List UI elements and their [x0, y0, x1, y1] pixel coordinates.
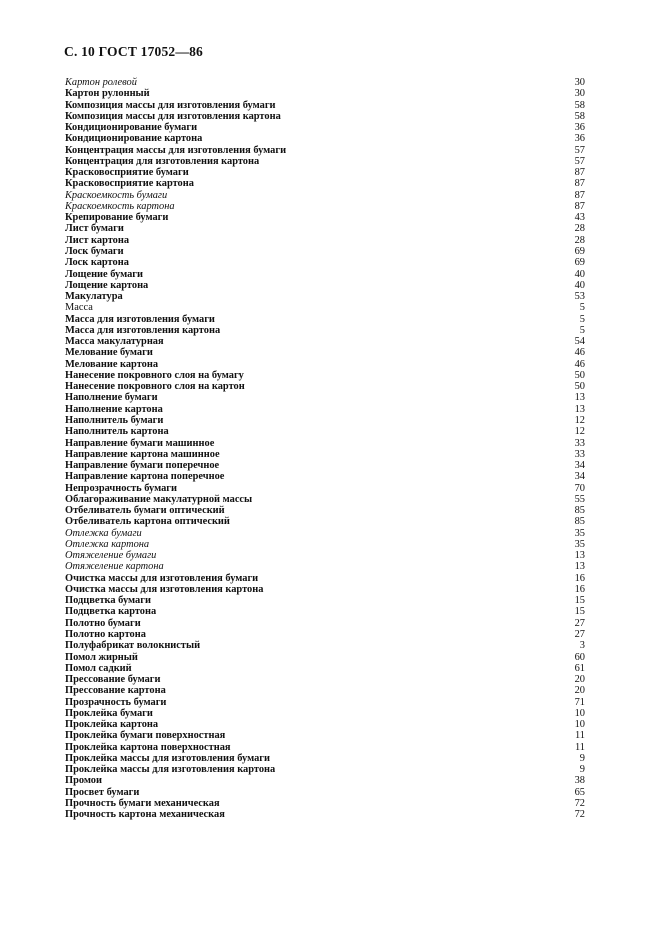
index-page-number: 13 — [574, 392, 585, 404]
index-term: Проклейка массы для изготовления бумаги — [65, 752, 270, 764]
index-term: Очистка массы для изготовления бумаги — [65, 572, 259, 584]
index-entry — [65, 550, 585, 561]
index-page-number: 28 — [574, 234, 585, 246]
index-term: Лощение бумаги — [65, 268, 144, 280]
index-entry — [65, 133, 585, 144]
index-page-number: 72 — [574, 798, 585, 809]
index-entry — [65, 640, 585, 651]
index-term: Помол жирный — [65, 651, 138, 663]
index-entry — [65, 145, 585, 156]
index-entry — [65, 438, 585, 449]
index-page-number: 69 — [574, 257, 585, 269]
index-term: Отлежка картона — [65, 538, 150, 550]
index-page-number: 61 — [574, 662, 585, 674]
index-term: Картон ролевой — [65, 77, 137, 88]
index-page-number: 50 — [574, 381, 585, 393]
index-page-number: 20 — [574, 674, 585, 686]
index-term: Промои — [65, 775, 102, 787]
index-entry — [65, 359, 585, 370]
index-entry — [65, 269, 585, 280]
index-entry — [65, 167, 585, 178]
index-entry — [65, 697, 585, 708]
index-term: Проклейка массы для изготовления картона — [65, 764, 276, 776]
index-page-number: 11 — [574, 730, 585, 742]
index-page-number: 3 — [579, 640, 585, 652]
index-page-number: 30 — [574, 88, 585, 100]
index-term: Прессование бумаги — [65, 674, 161, 686]
index-page-number: 16 — [574, 572, 585, 584]
index-term: Наполнение бумаги — [65, 392, 158, 404]
index-term: Полотно картона — [65, 629, 146, 641]
index-entry — [65, 100, 585, 111]
index-entry — [65, 561, 585, 572]
index-entry — [65, 415, 585, 426]
index-term: Прозрачность бумаги — [65, 696, 167, 708]
index-page-number: 12 — [574, 426, 585, 438]
index-page-number: 53 — [574, 291, 585, 303]
index-entry — [65, 190, 585, 201]
index-page-number: 58 — [574, 99, 585, 111]
index-entry — [65, 201, 585, 212]
index-term: Проклейка бумаги — [65, 707, 153, 719]
index-entry — [65, 652, 585, 663]
index-entry — [65, 325, 585, 336]
index-entry — [65, 494, 585, 505]
index-term: Мелование бумаги — [65, 347, 153, 359]
index-term: Нанесение покровного слоя на бумагу — [65, 369, 244, 381]
index-page-number: 54 — [574, 336, 585, 348]
index-page-number: 5 — [579, 302, 585, 314]
index-term: Красковосприятие картона — [65, 178, 194, 190]
index-entry — [65, 584, 585, 595]
index-term: Отяжеление картона — [65, 561, 164, 573]
index-page-number: 71 — [574, 696, 585, 708]
index-page-number: 43 — [574, 212, 585, 224]
index-page-number: 9 — [579, 764, 585, 776]
index-entry — [65, 708, 585, 719]
index-entry — [65, 798, 585, 809]
index-term: Лоск бумаги — [65, 245, 124, 257]
index-page-number: 85 — [574, 505, 585, 517]
index-page-number: 35 — [574, 527, 585, 539]
index-page-number: 87 — [574, 178, 585, 190]
index-entry — [65, 381, 585, 392]
index-entry — [65, 483, 585, 494]
index-page-number: 69 — [574, 245, 585, 257]
index-term: Прессование картона — [65, 685, 166, 697]
index-page-number: 9 — [579, 752, 585, 764]
index-term: Лист картона — [65, 234, 130, 246]
index-entry — [65, 336, 585, 347]
index-page-number: 15 — [574, 606, 585, 618]
index-page-number: 70 — [574, 482, 585, 494]
index-term: Отбеливатель бумаги оптический — [65, 505, 225, 517]
index-page-number: 13 — [574, 403, 585, 415]
index-term: Проклейка бумаги поверхностная — [65, 730, 226, 742]
index-entry — [65, 809, 585, 820]
index-term: Картон рулонный — [65, 88, 150, 100]
index-page-number: 72 — [574, 809, 585, 821]
index-term: Масса макулатурная — [65, 336, 164, 348]
index-entry — [65, 539, 585, 550]
index-entry — [65, 392, 585, 403]
index-page-number: 13 — [574, 561, 585, 573]
index-term: Помол садкий — [65, 662, 132, 674]
index-entry — [65, 618, 585, 629]
index-page-number: 87 — [574, 200, 585, 212]
index-page-number: 34 — [574, 460, 585, 472]
index-term: Отлежка бумаги — [65, 527, 142, 539]
index-entry — [65, 505, 585, 516]
index-entry — [65, 753, 585, 764]
index-page-number: 40 — [574, 268, 585, 280]
index-entry — [65, 280, 585, 291]
index-term: Облагораживание макулатурной массы — [65, 493, 253, 505]
index-page-number: 33 — [574, 448, 585, 460]
index-entry — [65, 426, 585, 437]
index-term: Прочность бумаги механическая — [65, 798, 220, 809]
index-term: Проклейка картона поверхностная — [65, 741, 231, 753]
index-entry — [65, 742, 585, 753]
index-entry — [65, 235, 585, 246]
index-term: Полуфабрикат волокнистый — [65, 640, 201, 652]
index-page-number: 12 — [574, 414, 585, 426]
index-entry — [65, 787, 585, 798]
index-term: Проклейка картона — [65, 719, 159, 731]
index-page-number: 28 — [574, 223, 585, 235]
index-term: Крепирование бумаги — [65, 212, 169, 224]
index-term: Отяжеление бумаги — [65, 550, 157, 562]
index-entry — [65, 471, 585, 482]
index-term: Масса для изготовления бумаги — [65, 313, 215, 325]
index-page-number: 50 — [574, 369, 585, 381]
index-entry — [65, 212, 585, 223]
index-entry — [65, 674, 585, 685]
index-term: Направление бумаги поперечное — [65, 460, 220, 472]
index-entry — [65, 764, 585, 775]
index-entry — [65, 111, 585, 122]
page-header: С. 10 ГОСТ 17052—86 — [64, 44, 203, 59]
index-entry — [65, 775, 585, 786]
index-term: Концентрация массы для изготовления бумаги — [65, 144, 287, 156]
index-entry — [65, 370, 585, 381]
index-page-number: 10 — [574, 719, 585, 731]
index-term: Масса — [65, 302, 93, 314]
index-term: Подцветка картона — [65, 606, 157, 618]
index-page-number: 57 — [574, 155, 585, 167]
index-entry — [65, 573, 585, 584]
index-page-number: 27 — [574, 617, 585, 629]
index-term: Прочность картона механическая — [65, 809, 225, 821]
index-term: Нанесение покровного слоя на картон — [65, 381, 245, 393]
index-page-number: 15 — [574, 595, 585, 607]
index-page-number: 34 — [574, 471, 585, 483]
index-page-number: 10 — [574, 707, 585, 719]
index-page-number: 20 — [574, 685, 585, 697]
index-entry — [65, 347, 585, 358]
index-term: Лоск картона — [65, 257, 129, 269]
index-page-number: 5 — [579, 313, 585, 325]
index-page-number: 46 — [574, 347, 585, 359]
index-term: Наполнитель картона — [65, 426, 169, 438]
index-term: Композиция массы для изготовления бумаги — [65, 99, 276, 111]
index-term: Наполнение картона — [65, 403, 163, 415]
index-entry — [65, 460, 585, 471]
index-entry — [65, 730, 585, 741]
index-term: Концентрация для изготовления картона — [65, 155, 260, 167]
index-entry — [65, 719, 585, 730]
index-entry — [65, 77, 585, 88]
index-entry — [65, 404, 585, 415]
index-entry — [65, 302, 585, 313]
index-page-number: 87 — [574, 189, 585, 201]
index-term: Направление картона поперечное — [65, 471, 225, 483]
index-entry — [65, 88, 585, 99]
index-entry — [65, 528, 585, 539]
index-term: Отбеливатель картона оптический — [65, 516, 230, 528]
index-page-number: 87 — [574, 167, 585, 179]
index-page-number: 13 — [574, 550, 585, 562]
index-term: Красковосприятие бумаги — [65, 167, 189, 179]
index-entry — [65, 449, 585, 460]
index-term: Наполнитель бумаги — [65, 414, 164, 426]
index-page-number: 85 — [574, 516, 585, 528]
index-entry — [65, 663, 585, 674]
index-term: Кондиционирование бумаги — [65, 122, 198, 134]
index-page-number: 60 — [574, 651, 585, 663]
index-entry — [65, 595, 585, 606]
index-page-number: 40 — [574, 279, 585, 291]
index-term: Направление бумаги машинное — [65, 437, 215, 449]
index-page-number: 55 — [574, 493, 585, 505]
index-page-number: 36 — [574, 133, 585, 145]
index-page-number: 65 — [574, 786, 585, 798]
index-term: Кондиционирование картона — [65, 133, 203, 145]
index-page-number: 33 — [574, 437, 585, 449]
index-term: Краскоемкость бумаги — [65, 189, 168, 201]
index-page-number: 38 — [574, 775, 585, 787]
index-term: Просвет бумаги — [65, 786, 140, 798]
index-term: Лощение картона — [65, 279, 149, 291]
index-entry — [65, 246, 585, 257]
index-page-number: 5 — [579, 324, 585, 336]
index-term: Направление картона машинное — [65, 448, 220, 460]
index-page-number: 30 — [574, 77, 585, 88]
index-term: Макулатура — [65, 291, 123, 303]
index-entry — [65, 257, 585, 268]
index-entry — [65, 516, 585, 527]
index-page-number: 16 — [574, 583, 585, 595]
index-page-number: 58 — [574, 110, 585, 122]
index-page-number: 11 — [574, 741, 585, 753]
index-term: Лист бумаги — [65, 223, 124, 235]
term-index-list — [65, 77, 585, 821]
index-page-number: 36 — [574, 122, 585, 134]
index-entry — [65, 685, 585, 696]
index-entry — [65, 314, 585, 325]
index-page-number: 46 — [574, 358, 585, 370]
index-term: Композиция массы для изготовления картона — [65, 110, 281, 122]
index-entry — [65, 606, 585, 617]
index-term: Очистка массы для изготовления картона — [65, 583, 264, 595]
index-entry — [65, 291, 585, 302]
index-term: Полотно бумаги — [65, 617, 141, 629]
index-term: Краскоемкость картона — [65, 200, 175, 212]
index-page-number: 35 — [574, 538, 585, 550]
index-term: Подцветка бумаги — [65, 595, 151, 607]
index-entry — [65, 122, 585, 133]
index-term: Непрозрачность бумаги — [65, 482, 178, 494]
index-term: Масса для изготовления картона — [65, 324, 221, 336]
index-entry — [65, 178, 585, 189]
index-page-number: 57 — [574, 144, 585, 156]
index-entry — [65, 156, 585, 167]
index-page-number: 27 — [574, 629, 585, 641]
index-term: Мелование картона — [65, 358, 159, 370]
index-entry — [65, 629, 585, 640]
index-entry — [65, 223, 585, 234]
